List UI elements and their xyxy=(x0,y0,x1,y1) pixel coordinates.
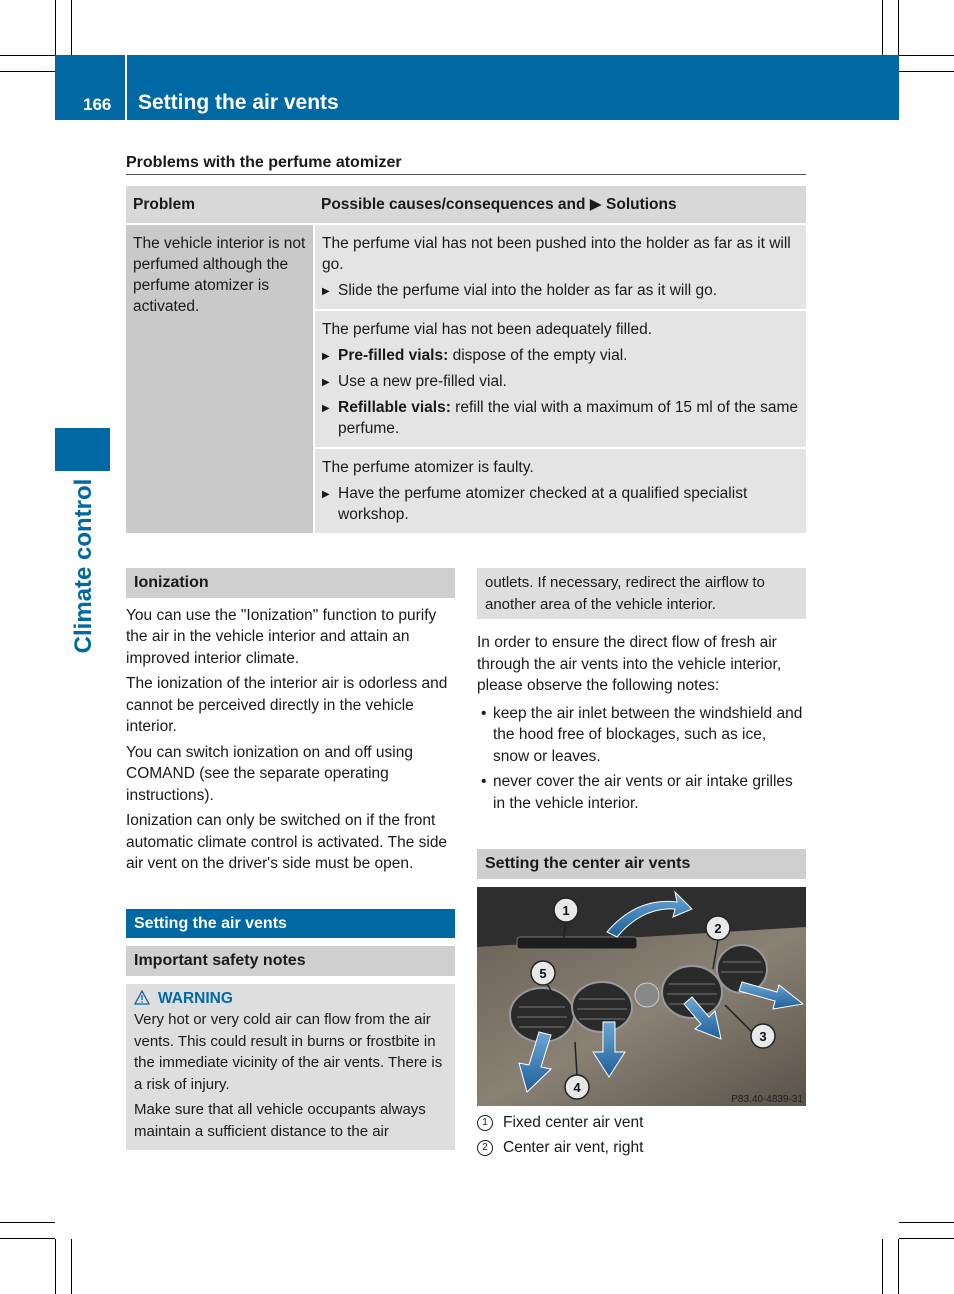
warning-triangle-icon xyxy=(134,990,150,1005)
vent-left-inner xyxy=(572,982,632,1032)
paragraph: The ionization of the interior air is odorless and cannot be perceived directly in the vehicle interior. xyxy=(126,675,448,735)
solution-step xyxy=(322,397,799,439)
step-text: Have the perfume atomizer checked at a qualified specialist workshop. xyxy=(338,485,748,523)
notes-list xyxy=(477,703,806,815)
air-vents-heading: Setting the air vents xyxy=(126,909,455,939)
svg-text:3: 3 xyxy=(759,1028,767,1044)
left-column xyxy=(126,568,455,1150)
legend-number: 2 xyxy=(477,1140,493,1156)
paragraph: You can use the "Ionization" function to purify the air in the vehicle interior and attain an improved interior climate. xyxy=(126,606,437,667)
cause-cell xyxy=(314,224,806,310)
step-text: Use a new pre-filled vial. xyxy=(338,373,507,390)
side-tab-marker xyxy=(55,428,110,471)
legend-number: 1 xyxy=(477,1115,493,1131)
step-text: dispose of the empty vial. xyxy=(448,347,628,364)
figure-legend xyxy=(477,1112,806,1159)
svg-text:2: 2 xyxy=(714,920,722,936)
safety-notes-heading: Important safety notes xyxy=(126,946,455,976)
crop-mark xyxy=(0,55,55,56)
center-vents-figure xyxy=(477,887,806,1106)
crop-mark xyxy=(882,1239,883,1294)
step-text: refill the vial with a maximum of 15 ml of the same perfume. xyxy=(338,399,799,437)
legend-item xyxy=(477,1112,806,1134)
warning-header xyxy=(134,988,447,1010)
crop-mark xyxy=(0,71,55,72)
dashboard-vents-illustration xyxy=(477,887,806,1106)
step-text: Slide the perfume vial into the holder as far as it will go. xyxy=(338,282,718,299)
perfume-problem-table xyxy=(126,186,806,533)
page-number: 166 xyxy=(83,95,112,114)
step-bold: Pre-filled vials: xyxy=(338,347,449,364)
warning-paragraph: Make sure that all vehicle occupants always maintain a sufficient distance to the air xyxy=(134,1101,426,1140)
right-column xyxy=(477,568,806,1159)
crop-mark xyxy=(898,1239,899,1294)
solution-step xyxy=(322,345,799,366)
paragraph: Ionization can only be switched on if the front automatic climate control is activated. The side air vent on the driver's side must be open. xyxy=(126,812,448,872)
crop-mark xyxy=(882,0,883,55)
crop-mark xyxy=(0,1222,55,1223)
solution-step xyxy=(322,280,799,301)
cause-cell xyxy=(314,310,806,448)
legend-item xyxy=(477,1137,806,1159)
step-bold: Refillable vials: xyxy=(338,399,451,416)
column-header-causes: Possible causes/consequences and ▶ Solutions xyxy=(314,186,806,224)
figure-code: P83.40-4839-31 xyxy=(731,1093,803,1105)
warning-label: WARNING xyxy=(158,989,233,1007)
warning-paragraph: Very hot or very cold air can flow from the air vents. This could result in burns or frostbite in the immediate vicinity of the air vents. There is a risk of injury. xyxy=(134,1011,443,1093)
paragraph: In order to ensure the direct flow of fresh air through the air vents into the vehicle interior, please observe the following notes: xyxy=(477,634,782,694)
crop-mark xyxy=(898,0,899,55)
svg-text:1: 1 xyxy=(562,902,570,918)
perfume-section-title: Problems with the perfume atomizer xyxy=(126,154,806,175)
cause-text: The perfume vial has not been pushed into the holder as far as it will go. xyxy=(322,235,791,273)
crop-mark xyxy=(0,1238,55,1239)
crop-mark xyxy=(71,1239,72,1294)
crop-mark xyxy=(899,1222,954,1223)
warning-continued-box: outlets. If necessary, redirect the airflow to another area of the vehicle interior. xyxy=(477,568,806,619)
list-item: • never cover the air vents or air intake grilles in the vehicle interior. xyxy=(477,771,806,814)
header-divider xyxy=(125,55,127,120)
problem-cell: The vehicle interior is not perfumed although the perfume atomizer is activated. xyxy=(126,224,314,533)
warning-box xyxy=(126,984,455,1151)
cause-cell xyxy=(314,448,806,533)
column-header-problem: Problem xyxy=(126,186,314,224)
crop-mark xyxy=(899,1238,954,1239)
crop-mark xyxy=(55,0,56,55)
side-chapter-title: Climate control xyxy=(70,478,97,654)
cause-text: The perfume vial has not been adequately filled. xyxy=(322,321,653,338)
svg-text:4: 4 xyxy=(573,1079,581,1095)
paragraph: You can switch ionization on and off using COMAND (see the separate operating instructions). xyxy=(126,743,413,804)
list-item: • keep the air inlet between the windshield and the hood free of blockages, such as ice, snow or leaves. xyxy=(477,703,806,768)
solution-step xyxy=(322,371,799,392)
solution-step xyxy=(322,483,799,525)
cause-text: The perfume atomizer is faulty. xyxy=(322,459,534,476)
crop-mark xyxy=(71,0,72,55)
legend-text: Fixed center air vent xyxy=(503,1113,644,1131)
ionization-body xyxy=(126,605,455,875)
page-title: Setting the air vents xyxy=(138,91,339,114)
ionization-heading: Ionization xyxy=(126,568,455,598)
crop-mark xyxy=(899,71,954,72)
crop-mark xyxy=(899,55,954,56)
crop-mark xyxy=(55,1239,56,1294)
center-vents-heading: Setting the center air vents xyxy=(477,849,806,879)
page-header xyxy=(55,55,899,120)
svg-text:5: 5 xyxy=(539,965,547,981)
legend-text: Center air vent, right xyxy=(503,1139,644,1156)
